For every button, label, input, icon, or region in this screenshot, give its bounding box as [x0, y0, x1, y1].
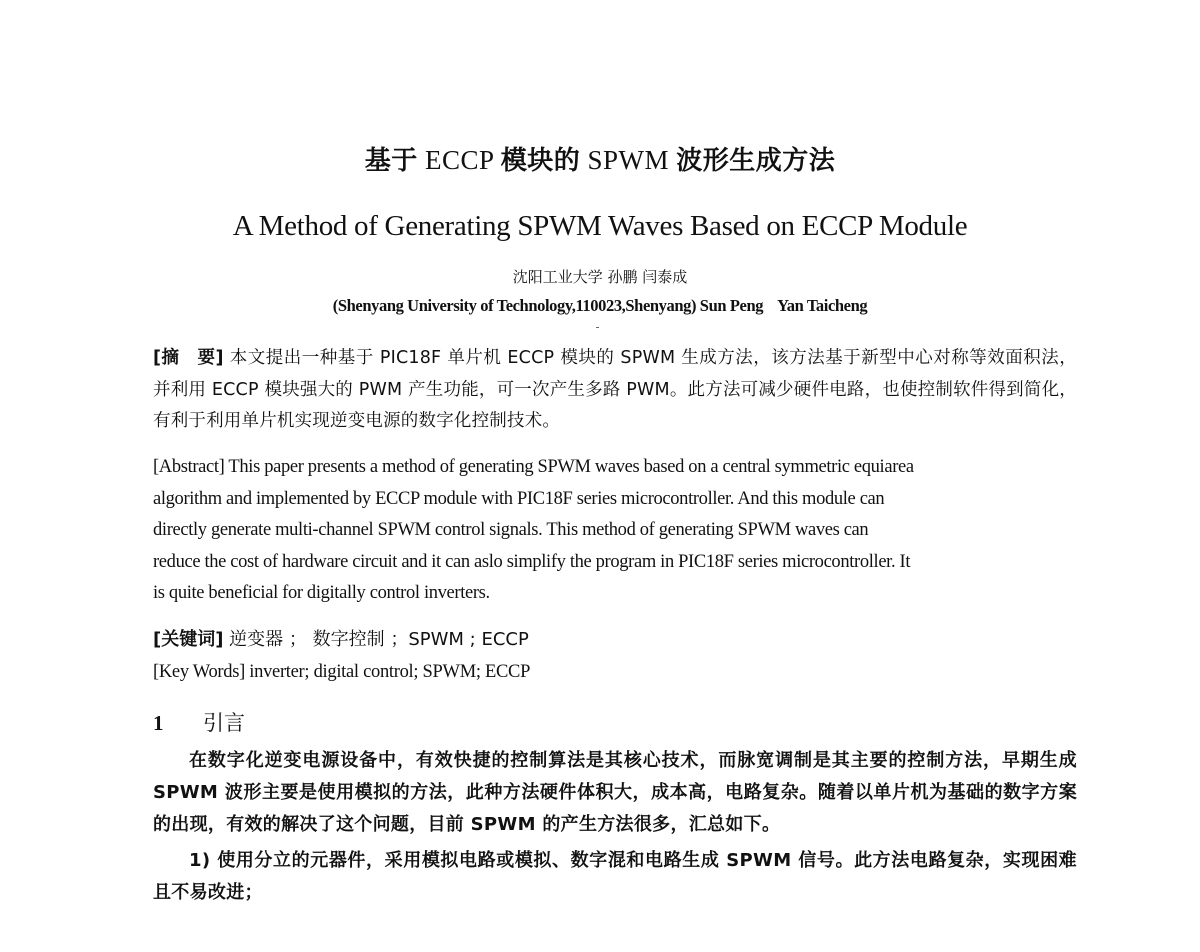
affiliation-english: [0, 296, 1200, 316]
paper-title-english: A Method of Generating SPWM Waves Based on ECCP Module: [232, 210, 968, 242]
title-cn-pre: 基于: [364, 146, 418, 176]
body-paragraph: 在数字化逆变电源设备中，有效快捷的控制算法是其核心技术，而脉宽调制是其主要的控制方法，早期生成 SPWM 波形主要是使用模拟的方法，此种方法硬件体积大，成本高，电路复杂。随着以单片机为基础的数字方案的出现，有效的解决了这个问题，目前 SPWM 的产生方法很多，汇总如下。: [153, 750, 1077, 835]
title-cn-lat1: ECCP: [417, 145, 501, 175]
abstract-en-line: [Abstract] This paper presents a method of generating SPWM waves based on a central symmetric equiarea: [153, 457, 914, 477]
title-cn-post: 波形生成方法: [676, 146, 836, 176]
abstract-en-line: directly generate multi-channel SPWM control signals. This method of generating SPWM waves can: [153, 520, 869, 540]
affiliation-en-part2: Yan Taicheng: [777, 296, 868, 315]
section-heading: [153, 707, 245, 737]
section-number: 1: [153, 711, 164, 735]
section-body: [153, 745, 1077, 909]
abstract-english: [153, 452, 1077, 610]
affiliation-en-part1: (Shenyang University of Technology,110023,Shenyang) Sun Peng: [332, 296, 764, 315]
abstract-cn-text: 本文提出一种基于 PIC18F 单片机 ECCP 模块的 SPWM 生成方法，该方法基于新型中心对称等效面积法，并利用 ECCP 模块强大的 PWM 产生功能，可一次产生多路 PWM。此方法可减少硬件电路，也使控制软件得到简化，有利于利用单片机实现逆变电源的数字化控制技术。: [153, 348, 1078, 431]
keywords-english: [Key Words] inverter; digital control; SPWM; ECCP: [153, 662, 531, 682]
section-title: 引言: [203, 711, 245, 735]
abstract-en-line: reduce the cost of hardware circuit and it can aslo simplify the program in PIC18F series microcontroller. It: [153, 551, 911, 572]
separator-dot: [596, 327, 599, 328]
body-paragraph: 1) 使用分立的元器件，采用模拟电路或模拟、数字混和电路生成 SPWM 信号。此方法电路复杂，实现困难且不易改进；: [153, 850, 1077, 903]
keywords-cn-tag: [关键词]: [153, 629, 224, 650]
abstract-en-line: algorithm and implemented by ECCP module with PIC18F series microcontroller. And this module can: [153, 488, 885, 509]
title-cn-mid: 模块的: [500, 146, 581, 176]
keywords-cn-text: 逆变器 ； 数字控制 ；SPWM ; ECCP: [223, 629, 529, 650]
affiliation-chinese: 沈阳工业大学 孙鹏 闫泰成: [512, 268, 688, 286]
abstract-en-line: is quite beneficial for digitally control inverters.: [153, 583, 490, 603]
title-cn-lat2: SPWM: [580, 145, 677, 175]
abstract-cn-tag: [摘 要]: [153, 348, 224, 368]
abstract-chinese: [153, 343, 1077, 438]
paper-title-chinese: [0, 140, 1200, 177]
keywords-chinese: [153, 625, 1077, 655]
